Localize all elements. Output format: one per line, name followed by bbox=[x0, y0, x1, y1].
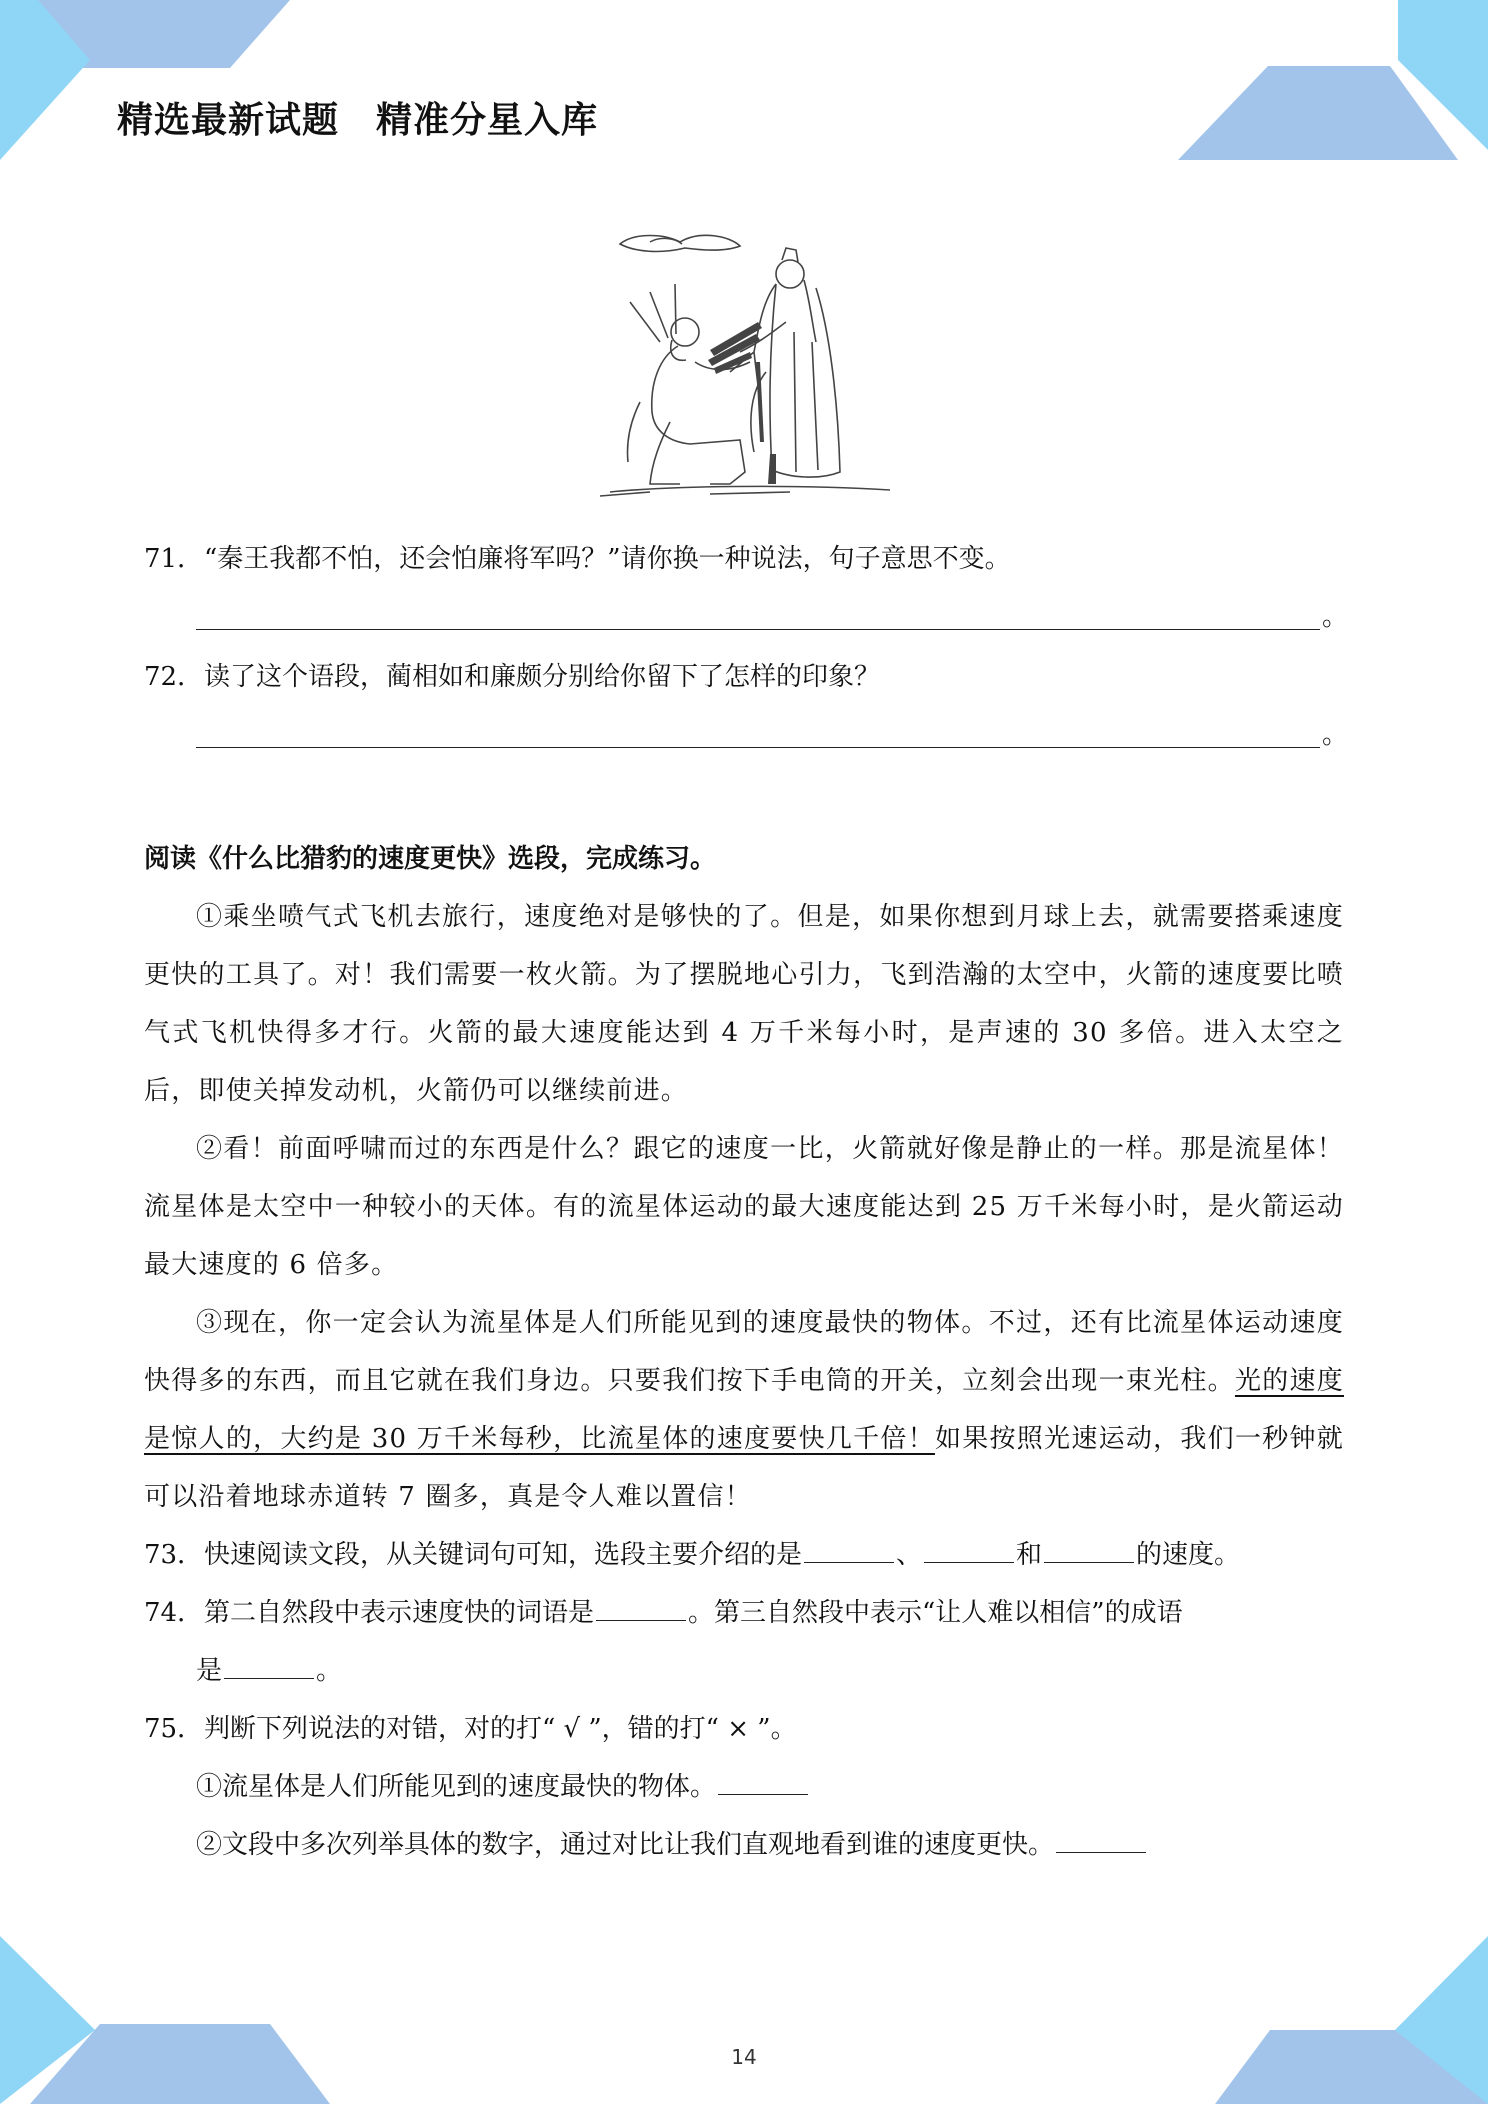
answer-blank[interactable] bbox=[224, 1652, 314, 1679]
answer-rule bbox=[196, 629, 1320, 630]
answer-end-mark: 。 bbox=[1322, 720, 1349, 750]
paragraph-text: 如果按照光速运动，我们一秒钟就可以沿着地球赤道转 7 圈多，真是令人难以置信！ bbox=[144, 1424, 1344, 1512]
question-74-continued bbox=[144, 1642, 1344, 1700]
answer-end-mark: 。 bbox=[1322, 602, 1349, 632]
header-title: 精选最新试题 精准分星入库 bbox=[117, 100, 599, 141]
separator: 、 bbox=[896, 1540, 923, 1570]
reading-paragraph-3 bbox=[144, 1294, 1344, 1526]
question-number: 73． bbox=[144, 1540, 204, 1570]
question-72 bbox=[144, 648, 1344, 706]
question-75 bbox=[144, 1700, 1344, 1758]
answer-line-71[interactable] bbox=[196, 588, 1349, 648]
reading-paragraph-1: ①乘坐喷气式飞机去旅行，速度绝对是够快的了。但是，如果你想到月球上去，就需要搭乘速度更快的工具了。对！我们需要一枚火箭。为了摆脱地心引力，飞到浩瀚的太空中，火箭的速度要比喷气式飞机快得多才行。火箭的最大速度能达到 4 万千米每小时，是声速的 30 多倍。进入太空之后，即使关掉发动机，火箭仍可以继续前进。 bbox=[144, 902, 1344, 1106]
reading-paragraph-2: ②看！前面呼啸而过的东西是什么？跟它的速度一比，火箭就好像是静止的一样。那是流星体！流星体是太空中一种较小的天体。有的流星体运动的最大速度能达到 25 万千米每小时，是火箭运动最大速度的 6 倍多。 bbox=[144, 1134, 1344, 1280]
question-number: 72． bbox=[144, 662, 204, 692]
separator: 和 bbox=[1016, 1540, 1043, 1570]
question-text: “秦王我都不怕，还会怕廉将军吗？”请你换一种说法，句子意思不变。 bbox=[204, 544, 1011, 574]
answer-blank[interactable] bbox=[596, 1594, 686, 1621]
question-74 bbox=[144, 1584, 1344, 1642]
question-text: 的速度。 bbox=[1136, 1540, 1241, 1570]
question-71 bbox=[144, 530, 1344, 588]
answer-blank[interactable] bbox=[1044, 1536, 1134, 1563]
underlined-sentence: 光的速度是惊人的，大约是 30 万千米每秒，比流星体的速度要快几千倍！ bbox=[144, 1366, 1344, 1454]
question-text: 快速阅读文段，从关键词句可知，选段主要介绍的是 bbox=[204, 1540, 803, 1570]
answer-blank[interactable] bbox=[718, 1768, 808, 1795]
question-number: 74． bbox=[144, 1598, 204, 1628]
page-number: 14 bbox=[731, 2045, 757, 2069]
two-figures-illustration bbox=[590, 222, 910, 502]
question-text: 读了这个语段，蔺相如和廉颇分别给你留下了怎样的印象？ bbox=[204, 662, 881, 692]
answer-line-72[interactable] bbox=[196, 706, 1349, 766]
question-text: 。第三自然段中表示“让人难以相信”的成语 bbox=[688, 1598, 1183, 1628]
answer-blank[interactable] bbox=[1056, 1826, 1146, 1853]
question-75-item-2 bbox=[144, 1816, 1344, 1874]
question-text: 第二自然段中表示速度快的词语是 bbox=[204, 1598, 595, 1628]
answer-blank[interactable] bbox=[924, 1536, 1014, 1563]
question-text: 判断下列说法的对错，对的打“ √ ”，错的打“ × ”。 bbox=[204, 1714, 797, 1744]
question-75-item-1 bbox=[144, 1758, 1344, 1816]
document-content bbox=[144, 530, 1349, 1874]
question-number: 75． bbox=[144, 1714, 204, 1744]
answer-blank[interactable] bbox=[804, 1536, 894, 1563]
statement-text: ②文段中多次列举具体的数字，通过对比让我们直观地看到谁的速度更快。 bbox=[196, 1830, 1055, 1860]
question-text: 。 bbox=[316, 1656, 343, 1686]
paragraph-text: ③现在，你一定会认为流星体是人们所能见到的速度最快的物体。不过，还有比流星体运动速度快得多的东西，而且它就在我们身边。只要我们按下手电筒的开关，立刻会出现一束光柱。 bbox=[144, 1308, 1344, 1396]
question-text: 是 bbox=[196, 1656, 223, 1686]
statement-text: ①流星体是人们所能见到的速度最快的物体。 bbox=[196, 1772, 717, 1802]
question-number: 71． bbox=[144, 544, 204, 574]
answer-rule bbox=[196, 747, 1320, 748]
question-73 bbox=[144, 1526, 1344, 1584]
reading-title: 阅读《什么比猎豹的速度更快》选段，完成练习。 bbox=[144, 844, 717, 874]
